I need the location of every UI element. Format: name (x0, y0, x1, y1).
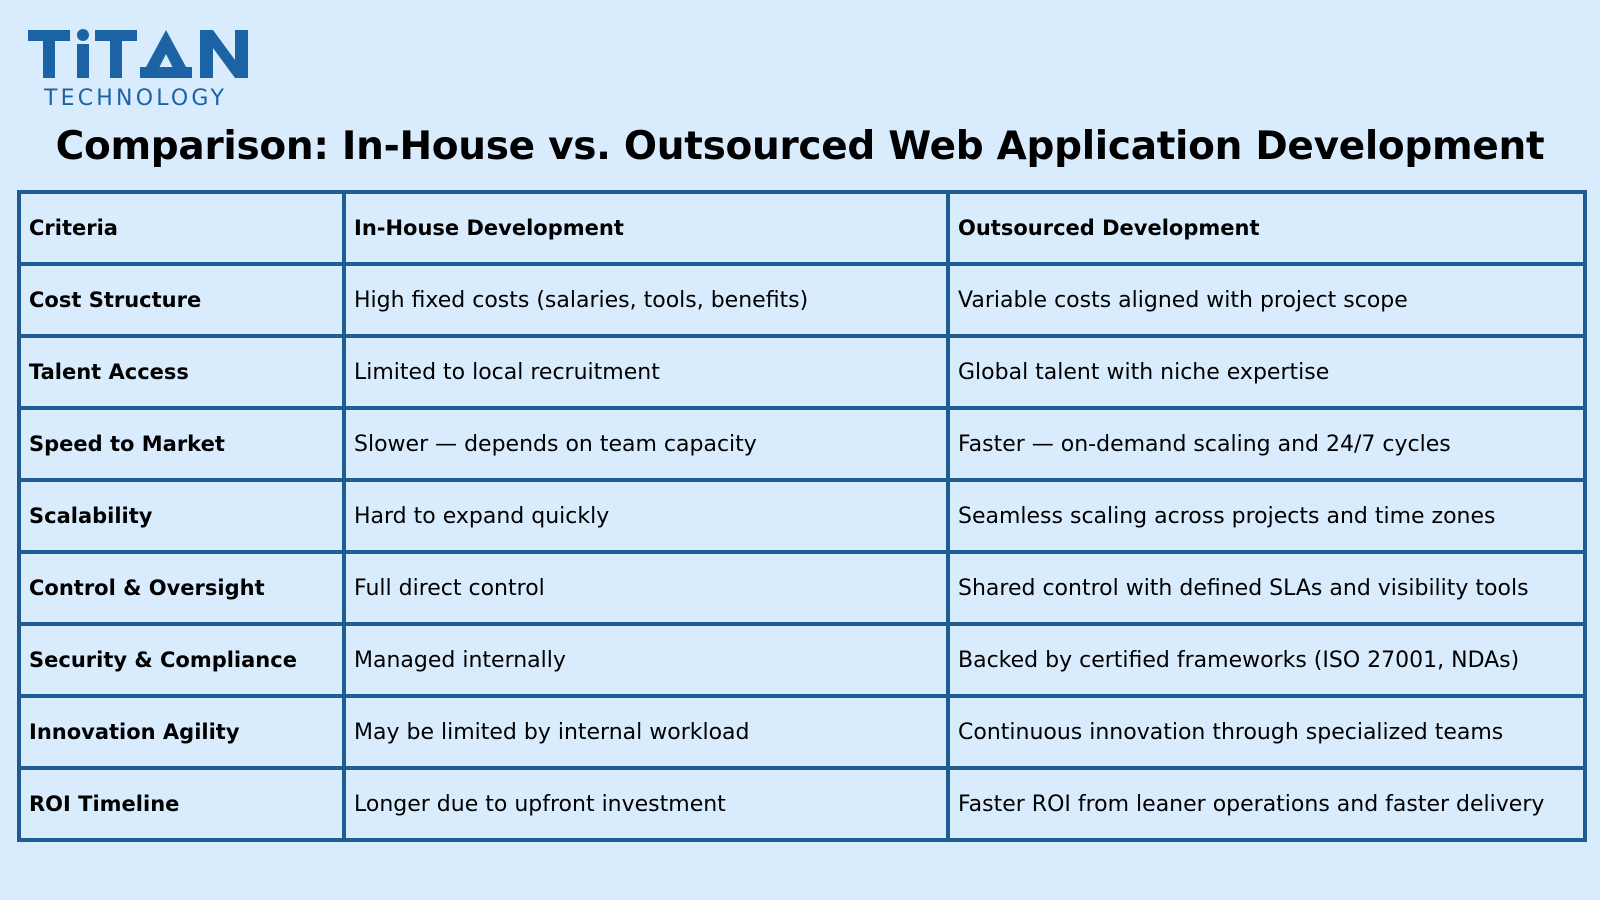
criteria-cell: Control & Oversight (19, 552, 344, 624)
outsourced-cell: Backed by certified frameworks (ISO 27001, NDAs) (948, 624, 1585, 696)
outsourced-cell: Global talent with niche expertise (948, 336, 1585, 408)
table-row (19, 624, 1585, 696)
table-row (19, 408, 1585, 480)
in-house-cell: Managed internally (344, 624, 948, 696)
titan-logo (28, 26, 258, 111)
in-house-cell: High fixed costs (salaries, tools, benefits) (344, 264, 948, 336)
outsourced-cell: Shared control with defined SLAs and visibility tools (948, 552, 1585, 624)
criteria-cell: Speed to Market (19, 408, 344, 480)
criteria-cell: Security & Compliance (19, 624, 344, 696)
in-house-cell: Limited to local recruitment (344, 336, 948, 408)
criteria-cell: Talent Access (19, 336, 344, 408)
table-row (19, 696, 1585, 768)
logo-tagline: TECHNOLOGY (44, 86, 228, 111)
header-outsourced: Outsourced Development (948, 192, 1585, 264)
outsourced-cell: Continuous innovation through specialized teams (948, 696, 1585, 768)
criteria-cell: ROI Timeline (19, 768, 344, 840)
table-row (19, 552, 1585, 624)
criteria-cell: Innovation Agility (19, 696, 344, 768)
in-house-cell: Hard to expand quickly (344, 480, 948, 552)
in-house-cell: May be limited by internal workload (344, 696, 948, 768)
titan-wordmark (28, 26, 258, 86)
in-house-cell: Slower — depends on team capacity (344, 408, 948, 480)
table-row (19, 768, 1585, 840)
table-row (19, 336, 1585, 408)
page-title: Comparison: In-House vs. Outsourced Web Application Development (55, 124, 1545, 169)
in-house-cell: Full direct control (344, 552, 948, 624)
outsourced-cell: Faster ROI from leaner operations and faster delivery (948, 768, 1585, 840)
comparison-table (17, 190, 1587, 842)
criteria-cell: Cost Structure (19, 264, 344, 336)
table-row (19, 480, 1585, 552)
in-house-cell: Longer due to upfront investment (344, 768, 948, 840)
outsourced-cell: Variable costs aligned with project scope (948, 264, 1585, 336)
table-header-row (19, 192, 1585, 264)
table-row (19, 264, 1585, 336)
header-in-house: In-House Development (344, 192, 948, 264)
criteria-cell: Scalability (19, 480, 344, 552)
outsourced-cell: Faster — on-demand scaling and 24/7 cycles (948, 408, 1585, 480)
outsourced-cell: Seamless scaling across projects and time zones (948, 480, 1585, 552)
header-criteria: Criteria (19, 192, 344, 264)
